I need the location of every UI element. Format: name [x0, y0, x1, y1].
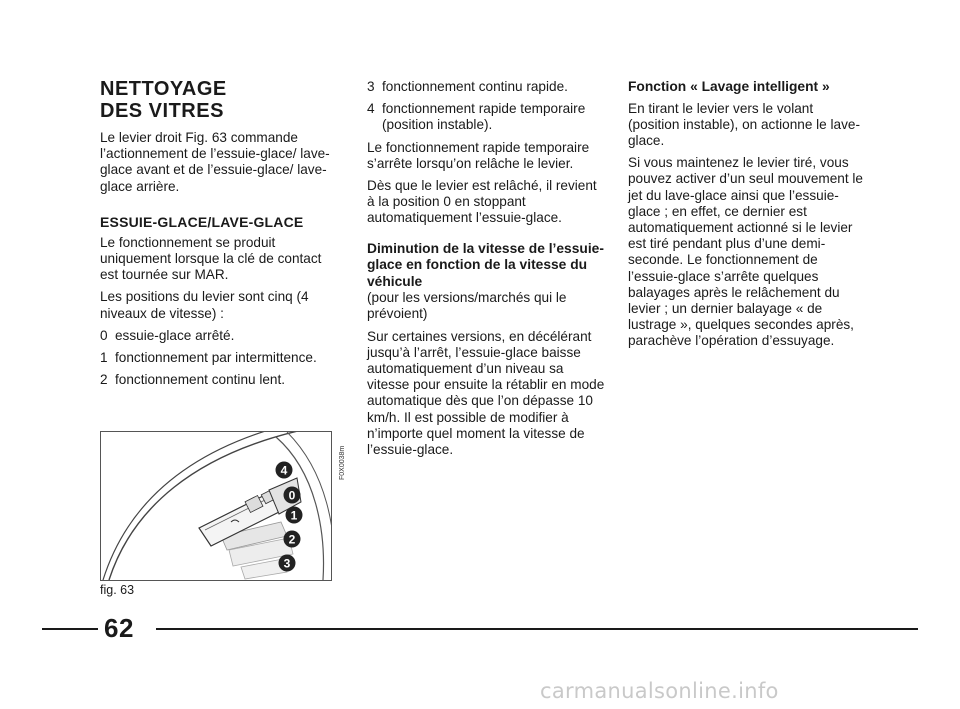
intro-paragraph: Le levier droit Fig. 63 commande l’actionnement de l’essuie-glace/ lave-glace avant et de l’essuie-glace/ lave-glace arrière.: [100, 130, 330, 194]
speed-reduction-text: Sur certaines versions, en décélérant jusqu’à l’arrêt, l’essuie-glace baisse automatiquement d’un niveau sa vitesse pour ensuite la rétablir en mode automatique dès que l’on dépasse 10 km/h. Il est possible de modifier à n’importe quel moment la vitesse de l’essuie-glace.: [367, 328, 605, 457]
position-item-3: 3 fonctionnement continu rapide.: [367, 79, 568, 94]
callout-4: [276, 462, 293, 479]
wiper-heading: ESSUIE-GLACE/LAVE-GLACE: [100, 213, 304, 230]
callout-3: [279, 555, 296, 572]
smart-wash-heading: Fonction « Lavage intelligent »: [628, 79, 830, 94]
svg-text:F0X0038m: F0X0038m: [339, 445, 346, 480]
svg-text:3: 3: [283, 556, 291, 571]
wiper-paragraph-3: Le fonctionnement rapide temporaire s’arrête lorsqu’on relâche le levier.: [367, 139, 590, 171]
speed-reduction-heading: Diminution de la vitesse de l’essuie-glace en fonction de la vitesse du véhicule: [367, 240, 604, 289]
position-item-4: 4 fonctionnement rapide temporaire (position instable).: [367, 101, 586, 133]
column-2: [367, 79, 607, 464]
callout-0: [284, 487, 301, 504]
watermark: carmanualsonline.info: [540, 679, 779, 703]
speed-reduction-subheading: (pour les versions/marchés qui le prévoient): [367, 290, 567, 322]
svg-text:2: 2: [288, 532, 296, 547]
section-title: NETTOYAGE DES VITRES: [100, 78, 227, 122]
column-1: [100, 78, 338, 394]
footer-rule-right: [156, 628, 918, 630]
column-3: [628, 79, 868, 356]
wiper-lever-drawing: [101, 432, 331, 580]
figure-code: [335, 432, 347, 482]
svg-text:0: 0: [288, 488, 296, 503]
position-item-2: 2 fonctionnement continu lent.: [100, 372, 286, 388]
figure-caption: fig. 63: [100, 583, 135, 597]
footer-rule-left: [42, 628, 98, 630]
svg-text:4: 4: [280, 463, 288, 478]
figure-63-illustration: [100, 431, 332, 581]
callout-1: [286, 507, 303, 524]
wiper-paragraph-4: Dès que le levier est relâché, il revient à la position 0 en stoppant automatiquement l’essuie-glace.: [367, 178, 597, 226]
page-number: 62: [104, 613, 134, 643]
svg-text:1: 1: [290, 508, 298, 523]
position-item-1: 1 fonctionnement par intermittence.: [100, 350, 317, 366]
smart-wash-paragraph-1: En tirant le levier vers le volant (position instable), on actionne le lave-glace.: [628, 100, 860, 148]
wiper-paragraph-1: Le fonctionnement se produit uniquement lorsque la clé de contact est tournée sur MAR.: [100, 234, 322, 283]
wiper-paragraph-2: Les positions du levier sont cinq (4 niveaux de vitesse) :: [100, 289, 309, 321]
smart-wash-paragraph-2: Si vous maintenez le levier tiré, vous pouvez activer d’un seul mouvement le jet du lave-glace ainsi que l’essuie-glace ; en effet, ce dernier est automatiquement actionné si le levier est tiré pendant plus d’une demi-seconde. Le fonctionnement de l’essuie-glace s’arrête quelques balayages après le relâchement du levier ; un dernier balayage « de lustrage », quelques secondes après, parachève l’opération d’essuyage.: [628, 155, 863, 349]
position-item-0: 0 essuie-glace arrêté.: [100, 327, 235, 343]
callout-2: [284, 531, 301, 548]
